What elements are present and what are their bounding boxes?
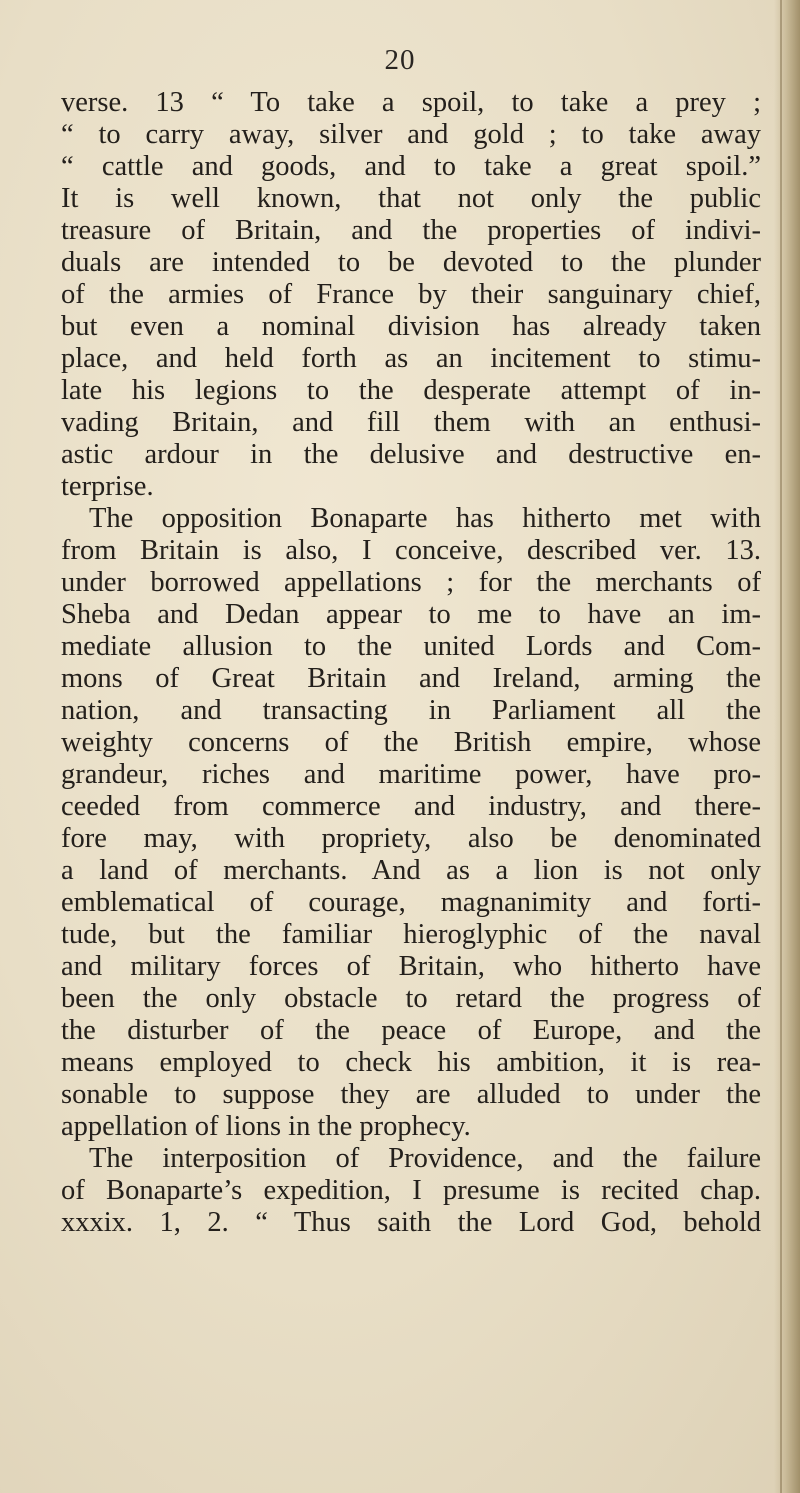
text-line: appellation of lions in the prophecy.: [61, 1111, 471, 1142]
text-line: a land of merchants. And as a lion is not only: [61, 855, 761, 886]
text-line: terprise.: [61, 471, 154, 502]
text-line: the disturber of the peace of Europe, and the: [61, 1015, 761, 1046]
text-line: under borrowed appellations ; for the merchants of: [61, 567, 761, 598]
text-line: tude, but the familiar hieroglyphic of the naval: [61, 919, 761, 950]
text-line: The interposition of Providence, and the failure: [89, 1143, 761, 1174]
text-line: and military forces of Britain, who hitherto have: [61, 951, 761, 982]
text-line: “ cattle and goods, and to take a great spoil.”: [61, 151, 761, 182]
text-line: of the armies of France by their sanguinary chief,: [61, 279, 761, 310]
page-number: 20: [384, 44, 416, 76]
text-line: It is well known, that not only the public: [61, 183, 761, 214]
text-line: but even a nominal division has already taken: [61, 311, 761, 342]
text-line: ceeded from commerce and industry, and there-: [61, 791, 761, 822]
text-line: “ to carry away, silver and gold ; to take away: [61, 119, 761, 150]
text-line: place, and held forth as an incitement to stimu-: [61, 343, 761, 374]
text-line: weighty concerns of the British empire, whose: [61, 727, 761, 758]
text-line: verse. 13 “ To take a spoil, to take a prey ;: [61, 87, 761, 118]
text-line: grandeur, riches and maritime power, have pro-: [61, 759, 761, 790]
text-line: means employed to check his ambition, it is rea-: [61, 1047, 761, 1078]
text-line: The opposition Bonaparte has hitherto met with: [89, 503, 761, 534]
text-line: of Bonaparte’s expedition, I presume is recited chap.: [61, 1175, 761, 1206]
text-line: emblematical of courage, magnanimity and forti-: [61, 887, 761, 918]
text-line: mons of Great Britain and Ireland, arming the: [61, 663, 761, 694]
text-line: late his legions to the desperate attempt of in-: [61, 375, 761, 406]
text-line: vading Britain, and fill them with an enthusi-: [61, 407, 761, 438]
page-edge-line: [780, 0, 782, 1493]
text-line: nation, and transacting in Parliament all the: [61, 695, 761, 726]
text-line: been the only obstacle to retard the progress of: [61, 983, 761, 1014]
text-line: from Britain is also, I conceive, described ver. 13.: [61, 535, 761, 566]
text-line: Sheba and Dedan appear to me to have an im-: [61, 599, 761, 630]
text-line: fore may, with propriety, also be denominated: [61, 823, 761, 854]
text-line: sonable to suppose they are alluded to under the: [61, 1079, 761, 1110]
text-line: treasure of Britain, and the properties of indivi-: [61, 215, 761, 246]
text-line: duals are intended to be devoted to the plunder: [61, 247, 761, 278]
text-line: mediate allusion to the united Lords and Com-: [61, 631, 761, 662]
body-text: [61, 87, 761, 1239]
page-edge-shadow: [774, 0, 800, 1493]
text-line: xxxix. 1, 2. “ Thus saith the Lord God, behold: [61, 1207, 761, 1238]
text-line: astic ardour in the delusive and destructive en-: [61, 439, 761, 470]
